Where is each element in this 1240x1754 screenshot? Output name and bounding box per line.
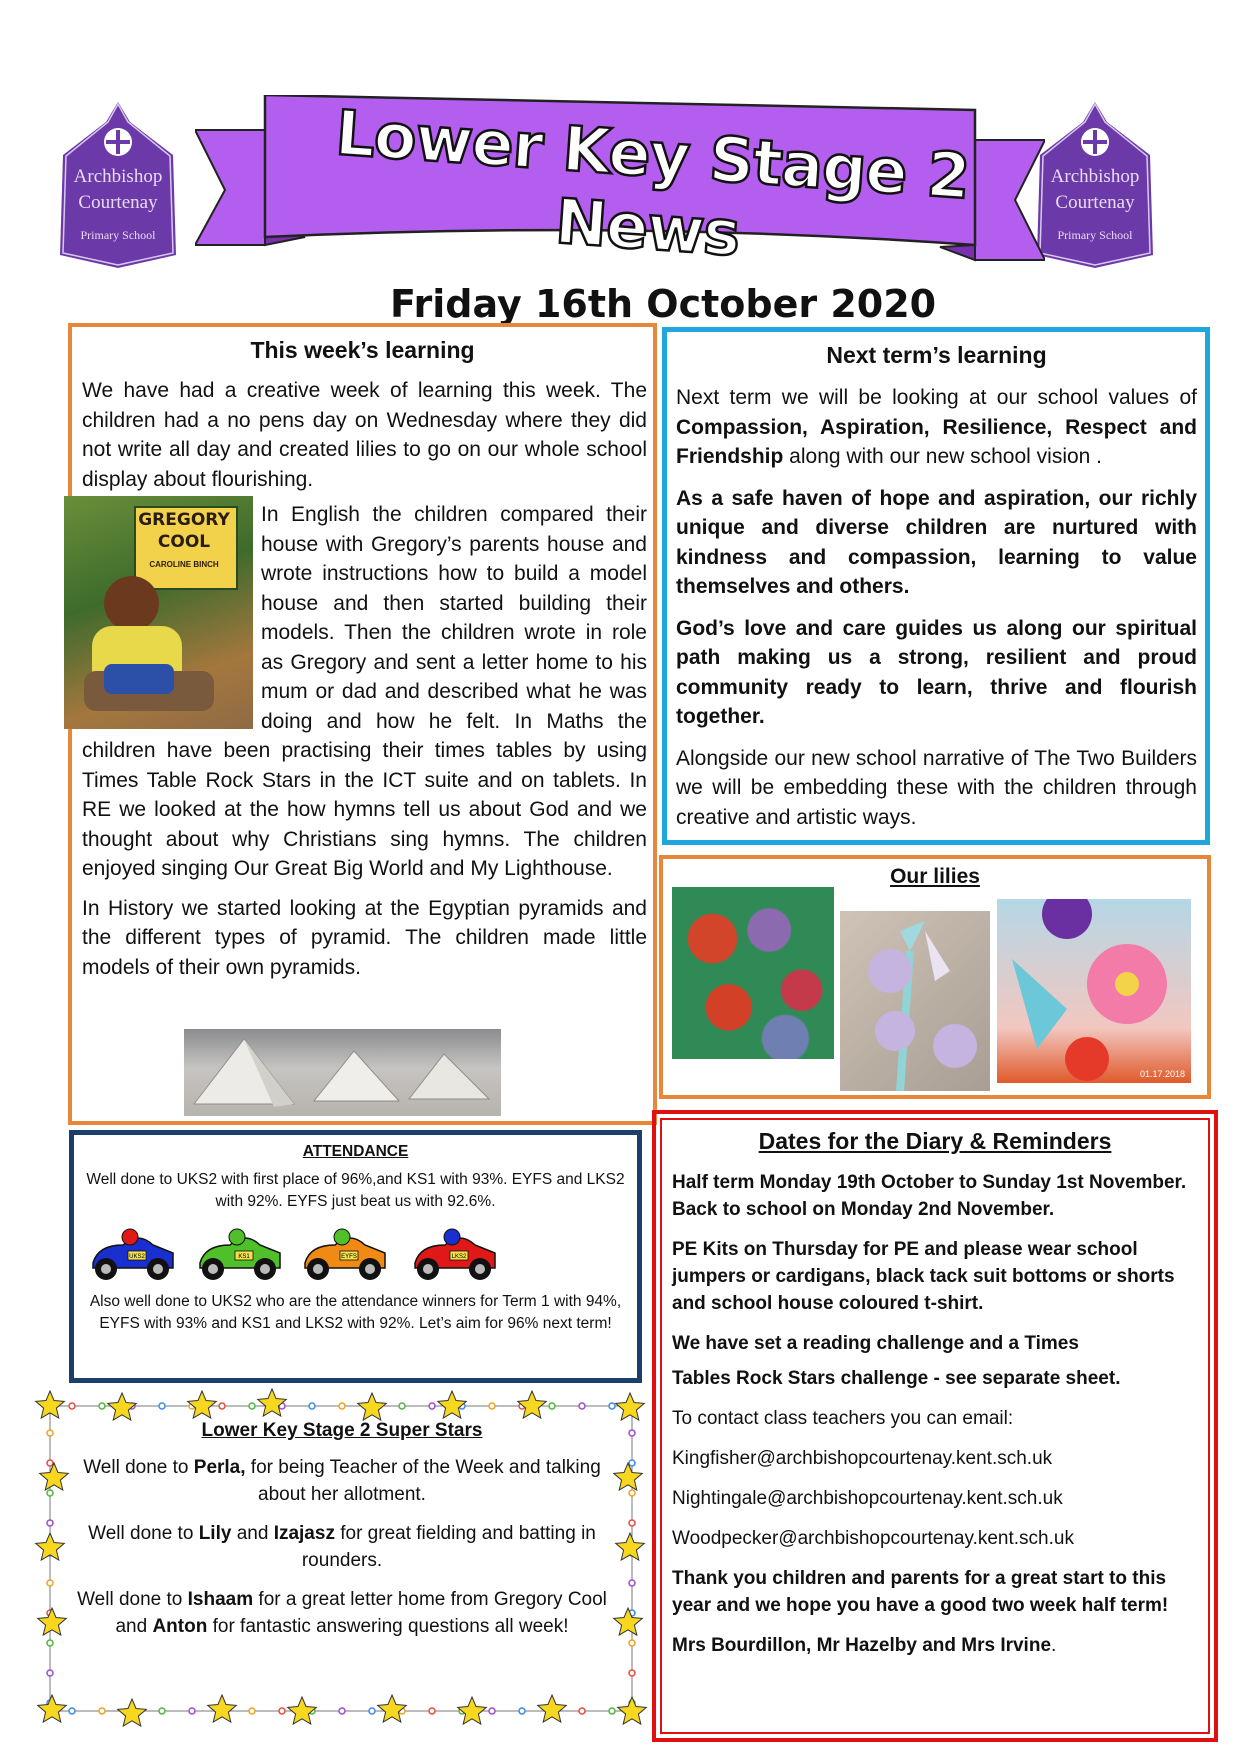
- garland-bead: [47, 1460, 53, 1466]
- school-values: Compassion, Aspiration, Resilience, Respect and Friendship: [676, 415, 1197, 468]
- lilies-photo-1: [672, 887, 834, 1059]
- s3-mid: for a great letter home from Gregory Cool and: [115, 1589, 607, 1637]
- next-term-para-1: [676, 383, 1197, 472]
- diary-section: [652, 1110, 1218, 1742]
- signature-end: .: [1051, 1635, 1057, 1656]
- school-crest-right: [1035, 100, 1155, 270]
- school-vision-1: As a safe haven of hope and aspiration, our richly unique and diverse children are nurtured with kindness and compassion, learning to value themselves and others.: [676, 486, 1197, 598]
- diary-heading: Dates for the Diary & Reminders: [758, 1128, 1112, 1154]
- star-icon: [288, 1697, 317, 1724]
- garland-bead: [47, 1580, 53, 1586]
- diary-signature: [672, 1632, 1198, 1659]
- diary-pe-kits: PE Kits on Thursday for PE and please wear school jumpers or cardigans, black tack suit bottoms or shorts and school house coloured t-shirt.: [672, 1239, 1175, 1314]
- garland-bead: [219, 1403, 225, 1409]
- email-woodpecker[interactable]: Woodpecker@archbishopcourtenay.kent.sch.uk: [672, 1528, 1074, 1549]
- star-icon: [614, 1608, 643, 1635]
- book-title-1: GREGORY: [138, 510, 230, 530]
- car-label: KS1: [238, 1254, 250, 1260]
- car-label: UKS2: [129, 1254, 145, 1260]
- attendance-para-2: Also well done to UKS2 who are the attendance winners for Term 1 with 94%, EYFS with 93% and KS1 and LKS2 with 92%. Let’s aim for 96% next term!: [89, 1293, 622, 1332]
- racing-car-ks1: [195, 1223, 285, 1283]
- s3-name-2: Anton: [152, 1616, 208, 1637]
- star-icon: [438, 1391, 467, 1418]
- star-icon: [614, 1463, 643, 1490]
- s2-post: for great fielding and batting in rounders.: [301, 1523, 596, 1571]
- crest-line-2: Courtenay: [78, 192, 158, 213]
- garland-bead: [47, 1670, 53, 1676]
- lilies-photo-2: [840, 911, 990, 1091]
- pyramids-photo: [184, 1029, 501, 1116]
- newsletter-title: Lower Key Stage 2 News: [333, 96, 972, 271]
- diary-rock-stars: Tables Rock Stars challenge - see separate sheet.: [672, 1368, 1121, 1389]
- newsletter-date: Friday 16th October 2020: [390, 282, 937, 326]
- crest-line-3: Primary School: [1057, 228, 1133, 242]
- garland-bead: [489, 1708, 495, 1714]
- star-icon: [358, 1393, 387, 1420]
- signature-names: Mrs Bourdillon, Mr Hazelby and Mrs Irvine: [672, 1635, 1052, 1656]
- this-week-para-1: We have had a creative week of learning this week. The children had a no pens day on Wednesday where they did not write all day and created lilies to go on our whole school display about flourishing.: [82, 379, 647, 491]
- garland-bead: [309, 1403, 315, 1409]
- attendance-para-1: Well done to UKS2 with first place of 96%,and KS1 with 93%. EYFS and LKS2 with 92%. EYFS just beat us with 92.6%.: [86, 1171, 625, 1210]
- attendance-heading: ATTENDANCE: [302, 1143, 409, 1160]
- next-term-para-4: Alongside our new school narrative of The Two Builders we will be embedding these with the children through creative and artistic ways.: [676, 746, 1197, 829]
- s1-name: Perla,: [193, 1457, 246, 1478]
- garland-bead: [69, 1708, 75, 1714]
- star-icon: [118, 1699, 147, 1726]
- racing-car-uks2: [88, 1223, 178, 1283]
- garland-bead: [47, 1490, 53, 1496]
- garland-bead: [47, 1640, 53, 1646]
- garland-bead: [629, 1520, 635, 1526]
- email-nightingale[interactable]: Nightingale@archbishopcourtenay.kent.sch.uk: [672, 1488, 1063, 1509]
- garland-bead: [279, 1708, 285, 1714]
- star-icon: [518, 1391, 547, 1418]
- school-vision-2: God’s love and care guides us along our spiritual path making us a strong, resilient and proud community ready to learn, thrive and flourish together.: [676, 616, 1197, 728]
- garland-bead: [609, 1708, 615, 1714]
- lilies-heading: Our lilies: [890, 865, 980, 888]
- s2-name-1: Lily: [198, 1523, 232, 1544]
- english-text: In English the children compared their house with Gregory’s parents house and wrote instructions how to build a model house and then started building their models. Then the children wrote in role as Gregory and sent a letter home to his mum or dad and described what he was doing and how he: [261, 503, 647, 733]
- school-crest-left: [58, 100, 178, 270]
- crest-line-3: Primary School: [80, 228, 156, 242]
- star-icon: [378, 1695, 407, 1722]
- next-term-section: [662, 327, 1210, 845]
- garland-bead: [519, 1708, 525, 1714]
- garland-bead: [47, 1430, 53, 1436]
- star-icon: [618, 1697, 647, 1724]
- diary-thanks: Thank you children and parents for a great start to this year and we hope you have a good two week half term!: [672, 1568, 1169, 1616]
- garland-bead: [159, 1403, 165, 1409]
- garland-bead: [489, 1403, 495, 1409]
- garland-bead: [629, 1430, 635, 1436]
- garland-bead: [399, 1403, 405, 1409]
- garland-bead: [629, 1580, 635, 1586]
- photo-date-stamp: 01.17.2018: [1139, 1069, 1185, 1079]
- garland-bead: [369, 1708, 375, 1714]
- garland-bead: [159, 1708, 165, 1714]
- diary-half-term: Half term Monday 19th October to Sunday 1st November. Back to school on Monday 2nd November.: [672, 1172, 1187, 1220]
- garland-bead: [69, 1403, 75, 1409]
- gregory-cool-book-cover: [64, 496, 253, 729]
- racing-car-eyfs: [300, 1223, 390, 1283]
- crest-line-2: Courtenay: [1055, 192, 1135, 213]
- s1-pre: Well done to: [83, 1457, 194, 1478]
- garland-bead: [579, 1403, 585, 1409]
- garland-bead: [339, 1403, 345, 1409]
- diary-inner-frame: [660, 1118, 1210, 1734]
- super-star-1: [72, 1454, 612, 1508]
- super-stars-section: [32, 1388, 652, 1733]
- garland-bead: [429, 1708, 435, 1714]
- star-icon: [38, 1695, 67, 1722]
- star-icon: [458, 1697, 487, 1724]
- garland-bead: [189, 1708, 195, 1714]
- star-icon: [258, 1389, 287, 1416]
- super-stars-heading: Lower Key Stage 2 Super Stars: [201, 1420, 483, 1441]
- star-icon: [40, 1463, 69, 1490]
- book-title-2: COOL: [157, 532, 211, 552]
- star-icon: [188, 1391, 217, 1418]
- this-week-section: [68, 323, 657, 1125]
- attendance-cars: [80, 1213, 631, 1291]
- garland-bead: [99, 1708, 105, 1714]
- s3-post: for fantastic answering questions all week!: [207, 1616, 569, 1637]
- crest-line-1: Archbishop: [1050, 166, 1140, 187]
- s2-pre: Well done to: [88, 1523, 199, 1544]
- star-icon: [538, 1695, 567, 1722]
- racing-car-lks2: [410, 1223, 500, 1283]
- next-term-heading: Next term’s learning: [826, 342, 1047, 368]
- garland-bead: [629, 1670, 635, 1676]
- lilies-photo-3: [997, 899, 1191, 1083]
- crest-line-1: Archbishop: [73, 166, 163, 187]
- super-star-3: [72, 1586, 612, 1640]
- garland-bead: [249, 1403, 255, 1409]
- garland-bead: [629, 1460, 635, 1466]
- diary-reading-challenge: We have set a reading challenge and a Times: [672, 1333, 1079, 1354]
- star-icon: [208, 1695, 237, 1722]
- garland-bead: [609, 1403, 615, 1409]
- garland-bead: [99, 1403, 105, 1409]
- garland-bead: [549, 1403, 555, 1409]
- s3-name-1: Ishaam: [187, 1589, 254, 1610]
- garland-bead: [339, 1708, 345, 1714]
- garland-bead: [47, 1520, 53, 1526]
- lilies-section: [659, 855, 1211, 1099]
- s2-name-2: Izajasz: [273, 1523, 335, 1544]
- garland-bead: [629, 1640, 635, 1646]
- star-icon: [616, 1393, 645, 1420]
- car-label: LKS2: [451, 1254, 467, 1260]
- super-star-2: [72, 1520, 612, 1574]
- star-icon: [108, 1393, 137, 1420]
- s2-mid: and: [231, 1523, 274, 1544]
- s3-pre: Well done to: [77, 1589, 188, 1610]
- garland-bead: [249, 1708, 255, 1714]
- garland-bead: [579, 1708, 585, 1714]
- values-intro: Next term we will be looking at our school values of: [676, 386, 1197, 409]
- garland-bead: [629, 1490, 635, 1496]
- diary-contact: To contact class teachers you can email:: [672, 1408, 1014, 1429]
- maths-re-text: felt. In Maths the children have been practising their times tables by using Times Table Rock Stars in the ICT suite and on tablets. In RE we looked at the how hymns tell us about God and we thought about why Christians sing hymns. The children enjoyed singing Our Great Big World and My Lighthouse.: [82, 709, 647, 880]
- car-label: EYFS: [341, 1254, 357, 1260]
- this-week-heading: This week’s learning: [250, 337, 475, 363]
- this-week-para-3: In History we started looking at the Egyptian pyramids and the different types of pyramid. The children made little models of their own pyramids.: [82, 896, 647, 979]
- garland-bead: [429, 1403, 435, 1409]
- book-author: CAROLINE BINCH: [149, 560, 219, 569]
- s1-post: for being Teacher of the Week and talking about her allotment.: [245, 1457, 601, 1505]
- attendance-section: [69, 1130, 642, 1383]
- email-kingfisher[interactable]: Kingfisher@archbishopcourtenay.kent.sch.uk: [672, 1448, 1053, 1469]
- star-icon: [38, 1608, 67, 1635]
- values-outro: along with our new school vision .: [783, 445, 1103, 468]
